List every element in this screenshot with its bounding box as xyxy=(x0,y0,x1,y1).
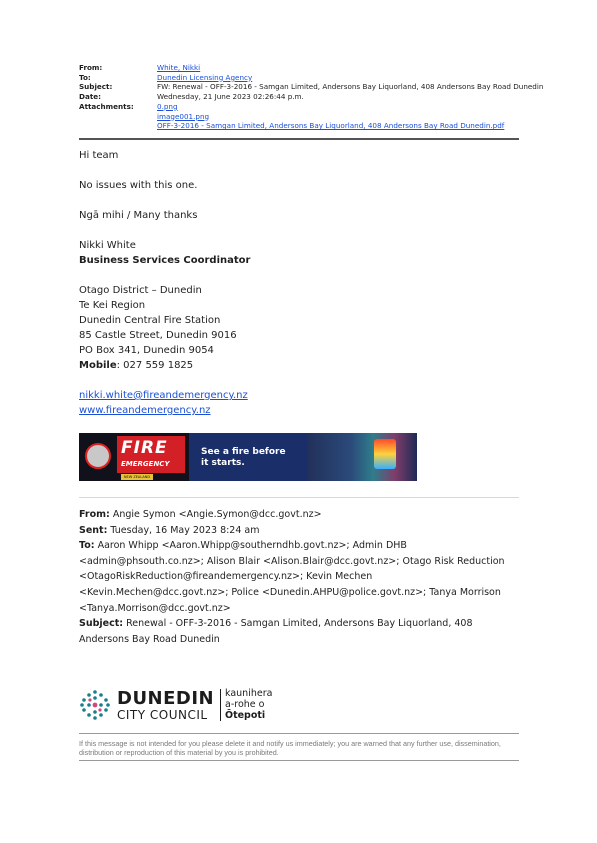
mobile-line xyxy=(79,358,529,373)
fire-crest-icon xyxy=(85,443,111,469)
banner-tagline xyxy=(201,447,286,469)
forwarded-header xyxy=(79,507,524,647)
signature-title: Business Services Coordinator xyxy=(79,255,251,266)
maori-line: a-rohe o xyxy=(225,699,265,710)
fire-emergency-banner[interactable] xyxy=(79,433,417,481)
mobile-value: : 027 559 1825 xyxy=(116,360,194,371)
dcc-name-dunedin: DUNEDIN xyxy=(117,688,215,709)
attachment-link[interactable]: image001.png xyxy=(157,111,210,121)
signature-links xyxy=(79,388,529,418)
address-line: Te Kei Region xyxy=(79,300,146,311)
tagline-line: See a fire before xyxy=(201,447,286,457)
message-line: No issues with this one. xyxy=(79,180,198,191)
header-divider xyxy=(79,138,519,140)
dcc-logo xyxy=(79,685,299,725)
dcc-divider xyxy=(220,689,221,721)
address-line: PO Box 341, Dunedin 9054 xyxy=(79,345,214,356)
greeting: Hi team xyxy=(79,150,119,161)
sign-off: Ngā mihi / Many thanks xyxy=(79,210,198,221)
address-line: Otago District – Dunedin xyxy=(79,285,202,296)
to-label: To: xyxy=(79,72,91,82)
signature-block xyxy=(79,238,529,268)
attachments-label: Attachments: xyxy=(79,101,134,111)
from-label: From: xyxy=(79,63,103,72)
from-link[interactable]: White, Nikki xyxy=(157,63,201,72)
signature-name: Nikki White xyxy=(79,240,136,251)
signature-address xyxy=(79,283,529,373)
fwd-sent-label: Sent: xyxy=(79,524,108,536)
fwd-from-value: Angie Symon <Angie.Symon@dcc.govt.nz> xyxy=(109,509,322,520)
disclaimer-text: If this message is not intended for you please delete it and notify us immediately; you are warned that any further use, dissemination, distribution or reproduction of this material by you is prohibited. xyxy=(79,739,501,757)
emergency-word: EMERGENCY xyxy=(121,460,170,468)
subject-value: FW: Renewal - OFF-3-2016 - Samgan Limited, Andersons Bay Liquorland, 408 Andersons Bay Road Dunedin xyxy=(157,82,544,92)
tagline-line: it starts. xyxy=(201,458,245,468)
maori-line: kaunihera xyxy=(225,688,273,699)
email-header xyxy=(79,63,544,131)
fwd-to-value: Aaron Whipp <Aaron.Whipp@southerndhb.govt.nz>; Admin DHB <admin@phsouth.co.nz>; Alison Blair <Alison.Blair@dcc.govt.nz>; Otago Risk Reduction <OtagoRiskReduction@fireandemergency.nz>; Kevin Mechen <Kevin.Mechen@dcc.govt.nz>; Police <Dunedin.AHPU@police.govt.nz>; Tanya Morrison <Tanya.Morrison@dcc.govt.nz> xyxy=(79,540,505,614)
address-line: Dunedin Central Fire Station xyxy=(79,315,221,326)
heat-map-icon xyxy=(374,439,396,469)
maori-line: Ōtepoti xyxy=(225,710,266,721)
to-link[interactable]: Dunedin Licensing Agency xyxy=(157,72,253,82)
forward-divider xyxy=(79,497,519,498)
fwd-from-label: From: xyxy=(79,509,110,520)
fwd-subject-value: Renewal - OFF-3-2016 - Samgan Limited, Andersons Bay Liquorland, 408 Andersons Bay Road Dunedin xyxy=(79,618,473,645)
fire-word: FIRE xyxy=(121,438,168,458)
mobile-label: Mobile xyxy=(79,360,117,371)
address-line: 85 Castle Street, Dunedin 9016 xyxy=(79,330,237,341)
nz-badge: NEW ZEALAND xyxy=(121,474,153,480)
date-label: Date: xyxy=(79,92,102,102)
fire-logo xyxy=(117,436,185,473)
dcc-maori-name xyxy=(225,688,272,721)
dcc-name-city-council: CITY COUNCIL xyxy=(117,708,208,722)
attachment-link[interactable]: 0.png xyxy=(157,101,178,111)
email-link[interactable]: nikki.white@fireandemergency.nz xyxy=(79,390,248,401)
date-value: Wednesday, 21 June 2023 02:26:44 p.m. xyxy=(157,92,304,102)
thermal-image xyxy=(307,433,417,481)
attachment-link[interactable]: OFF-3-2016 - Samgan Limited, Andersons Bay Liquorland, 408 Andersons Bay Road Dunedin.pdf xyxy=(157,121,505,131)
subject-label: Subject: xyxy=(79,82,113,92)
disclaimer-top-rule xyxy=(79,733,519,734)
website-link[interactable]: www.fireandemergency.nz xyxy=(79,405,211,416)
fwd-sent-value: Tuesday, 16 May 2023 8:24 am xyxy=(107,524,260,536)
fwd-to-label: To: xyxy=(79,540,95,552)
fwd-subject-label: Subject: xyxy=(79,618,124,630)
dcc-dots-icon xyxy=(79,689,111,721)
disclaimer-bottom-rule xyxy=(79,760,519,761)
